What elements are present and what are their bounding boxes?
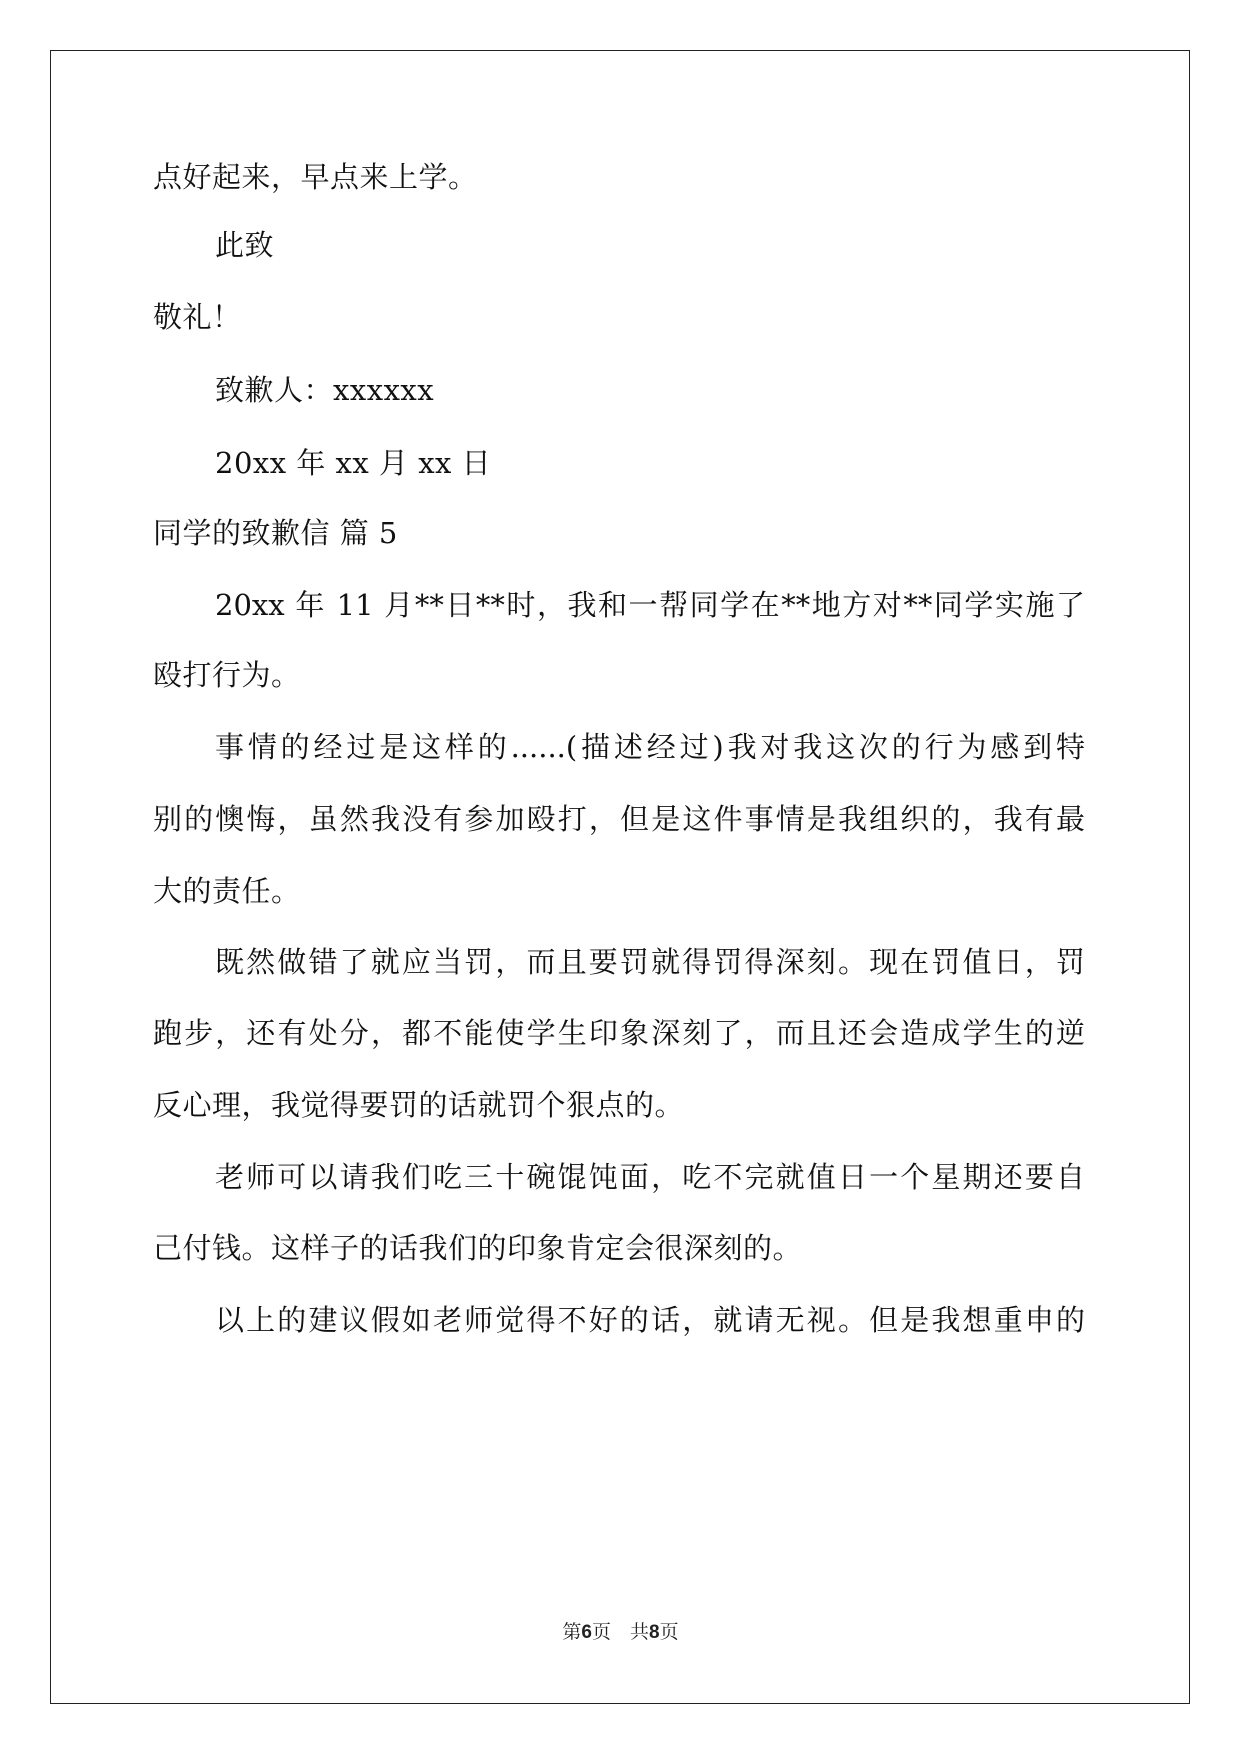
signature-line: 致歉人：xxxxxx	[215, 373, 435, 407]
paragraph-line: 老师可以请我们吃三十碗馄饨面，吃不完就值日一个星期还要自	[215, 1160, 1085, 1194]
salutation-line: 此致	[215, 228, 275, 262]
salutation-line: 敬礼！	[153, 300, 242, 334]
page-suffix: 页	[659, 1621, 679, 1643]
paragraph-line: 别的懊悔，虽然我没有参加殴打，但是这件事情是我组织的，我有最	[153, 802, 1085, 836]
paragraph-line: 反心理，我觉得要罚的话就罚个狠点的。	[153, 1088, 685, 1122]
paragraph-line: 既然做错了就应当罚，而且要罚就得罚得深刻。现在罚值日，罚	[215, 945, 1085, 979]
paragraph-line: 跑步，还有处分，都不能使学生印象深刻了，而且还会造成学生的逆	[153, 1016, 1085, 1050]
date-line: 20xx 年 xx 月 xx 日	[215, 446, 492, 480]
page-number-footer	[0, 1620, 1241, 1645]
paragraph-line: 20xx 年 11 月**日**时，我和一帮同学在**地方对**同学实施了	[215, 588, 1085, 622]
page-prefix: 第	[562, 1621, 582, 1643]
page-total: 8	[649, 1622, 660, 1643]
page-current: 6	[581, 1622, 592, 1643]
paragraph-line: 殴打行为。	[153, 658, 301, 692]
page-mid: 页 共	[591, 1621, 649, 1643]
text-line: 点好起来，早点来上学。	[153, 160, 478, 194]
paragraph-line: 以上的建议假如老师觉得不好的话，就请无视。但是我想重申的	[215, 1303, 1085, 1337]
section-heading: 同学的致歉信 篇 5	[153, 516, 398, 550]
paragraph-line: 事情的经过是这样的......(描述经过)我对我这次的行为感到特	[215, 730, 1085, 764]
paragraph-line: 大的责任。	[153, 874, 301, 908]
paragraph-line: 己付钱。这样子的话我们的印象肯定会很深刻的。	[153, 1231, 803, 1265]
